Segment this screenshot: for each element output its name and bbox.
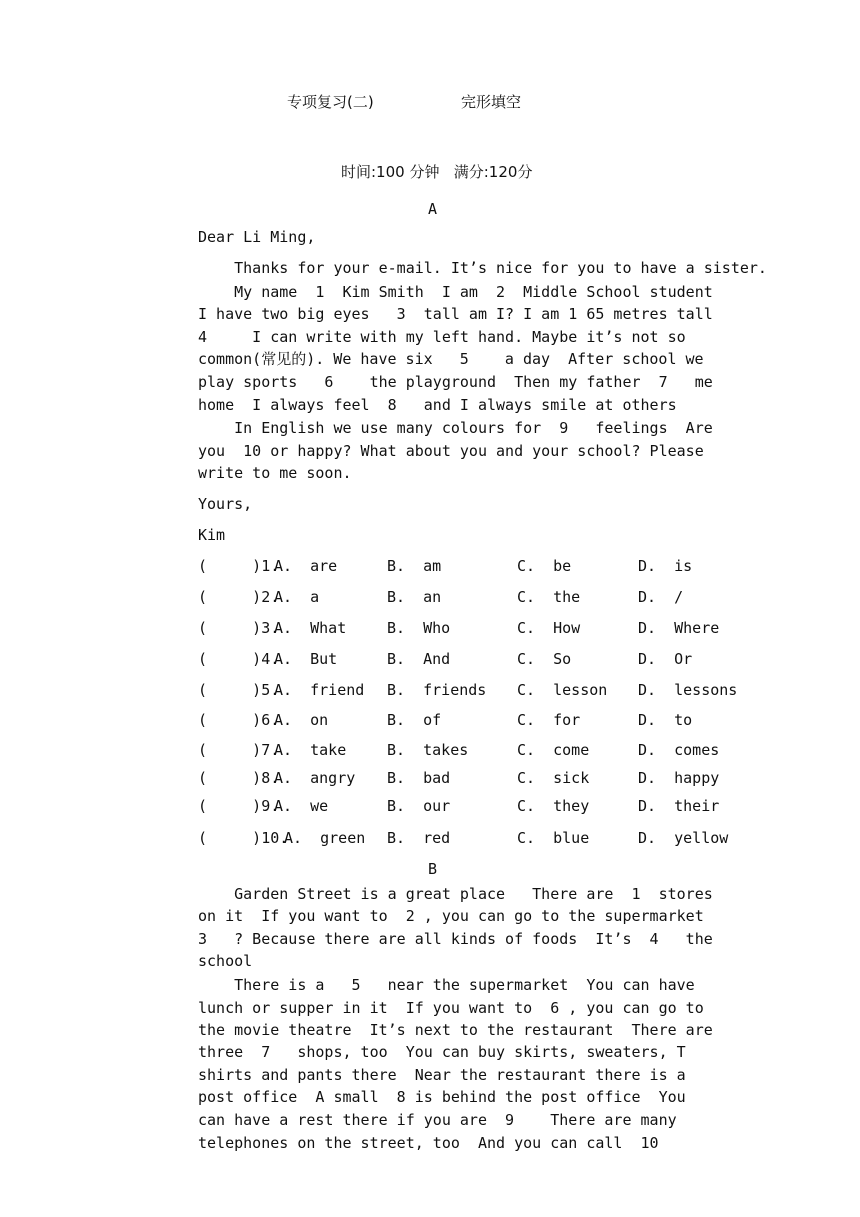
passage-line: In English we use many colours for 9 feelings Are (198, 419, 713, 437)
closing: Yours, (198, 495, 253, 513)
passage-line: There is a 5 near the supermarket You can have (198, 976, 695, 994)
passage-line: shirts and pants there Near the restaurant there is a (198, 1066, 686, 1084)
time-score: 时间:100 分钟 满分:120分 (341, 163, 533, 181)
passage-line: write to me soon. (198, 464, 352, 482)
option-d: D. Or (638, 650, 693, 668)
passage-line: post office A small 8 is behind the post office You (198, 1088, 686, 1106)
option-b: B. an (387, 588, 442, 606)
option-b: B. of (387, 711, 442, 729)
option-a: A. angry (274, 769, 356, 787)
question-number: ( )7. (198, 741, 280, 759)
option-b: B. red (387, 829, 451, 847)
passage-line: common(常见的). We have six 5 a day After school we (198, 350, 704, 368)
title-right: 完形填空 (461, 93, 522, 111)
question-number: ( )9. (198, 797, 280, 815)
passage-line: Thanks for your e-mail. It’s nice for you to have a sister. (198, 259, 767, 277)
option-c: C. be (517, 557, 572, 575)
option-c: C. they (517, 797, 590, 815)
passage-line: 3 ? Because there are all kinds of foods It’s 4 the (198, 930, 713, 948)
option-c: C. come (517, 741, 590, 759)
option-d: D. to (638, 711, 693, 729)
passage-line: on it If you want to 2 , you can go to the supermarket (198, 907, 704, 925)
question-number: ( )8. (198, 769, 280, 787)
option-d: D. lessons (638, 681, 738, 699)
option-c: C. lesson (517, 681, 608, 699)
option-a: A. friend (274, 681, 365, 699)
option-b: B. am (387, 557, 442, 575)
option-a: A. a (274, 588, 320, 606)
passage-line: home I always feel 8 and I always smile at others (198, 396, 677, 414)
option-c: C. So (517, 650, 572, 668)
option-a: A. What (274, 619, 347, 637)
question-number: ( )1. (198, 557, 280, 575)
passage-line: you 10 or happy? What about you and your school? Please (198, 442, 704, 460)
option-d: D. comes (638, 741, 720, 759)
option-a: A. on (274, 711, 329, 729)
option-a: A. green (284, 829, 366, 847)
passage-line: three 7 shops, too You can buy skirts, sweaters, T (198, 1043, 686, 1061)
section-b-label: B (428, 860, 438, 878)
question-number: ( )3. (198, 619, 280, 637)
passage-line: My name 1 Kim Smith I am 2 Middle School student (198, 283, 713, 301)
passage-line: 4 I can write with my left hand. Maybe it’s not so (198, 328, 686, 346)
option-a: A. take (274, 741, 347, 759)
option-b: B. takes (387, 741, 469, 759)
question-number: ( )6. (198, 711, 280, 729)
question-number: ( )2. (198, 588, 280, 606)
option-a: A. But (274, 650, 338, 668)
option-d: D. Where (638, 619, 720, 637)
passage-line: I have two big eyes 3 tall am I? I am 1 65 metres tall (198, 305, 713, 323)
question-number: ( )10. (198, 829, 289, 847)
passage-line: play sports 6 the playground Then my father 7 me (198, 373, 713, 391)
option-c: C. sick (517, 769, 590, 787)
passage-line: lunch or supper in it If you want to 6 , you can go to (198, 999, 704, 1017)
option-b: B. Who (387, 619, 451, 637)
option-d: D. their (638, 797, 720, 815)
option-b: B. And (387, 650, 451, 668)
option-d: D. happy (638, 769, 720, 787)
option-a: A. are (274, 557, 338, 575)
option-c: C. for (517, 711, 581, 729)
signature: Kim (198, 526, 226, 544)
option-d: D. is (638, 557, 693, 575)
option-c: C. blue (517, 829, 590, 847)
passage-line: Dear Li Ming, (198, 228, 316, 246)
passage-line: the movie theatre It’s next to the restaurant There are (198, 1021, 713, 1039)
option-d: D. / (638, 588, 684, 606)
passage-line: Garden Street is a great place There are 1 stores (198, 885, 713, 903)
option-c: C. the (517, 588, 581, 606)
passage-line: telephones on the street, too And you can call 10 (198, 1134, 659, 1152)
section-a-label: A (428, 200, 438, 218)
option-a: A. we (274, 797, 329, 815)
option-b: B. friends (387, 681, 487, 699)
option-b: B. our (387, 797, 451, 815)
passage-line: school (198, 952, 253, 970)
passage-line: can have a rest there if you are 9 There are many (198, 1111, 677, 1129)
option-c: C. How (517, 619, 581, 637)
title-left: 专项复习(二) (287, 93, 374, 111)
question-number: ( )5. (198, 681, 280, 699)
question-number: ( )4. (198, 650, 280, 668)
option-b: B. bad (387, 769, 451, 787)
option-d: D. yellow (638, 829, 729, 847)
